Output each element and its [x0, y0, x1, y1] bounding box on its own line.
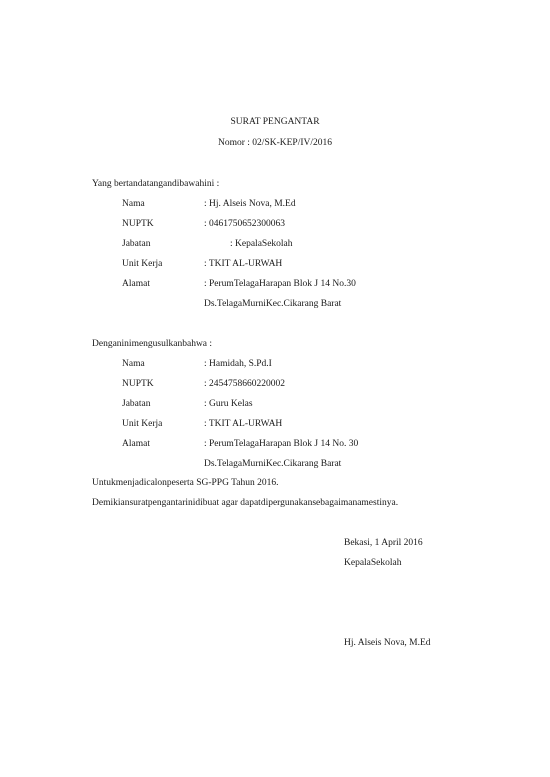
letter-number: Nomor : 02/SK-KEP/IV/2016 — [218, 138, 332, 148]
place-date: Bekasi, 1 April 2016 — [344, 538, 423, 548]
signer-name-label: Nama — [122, 199, 145, 209]
signer-nuptk-value: : 0461750652300063 — [204, 219, 286, 229]
letter-title: SURAT PENGANTAR — [230, 117, 320, 127]
candidate-position-value: : Guru Kelas — [204, 399, 253, 409]
signer-address-value: : PerumTelagaHarapan Blok J 14 No.30 — [204, 279, 356, 289]
signer-nuptk-label: NUPTK — [122, 219, 154, 229]
candidate-name-value: : Hamidah, S.Pd.I — [204, 359, 272, 369]
signer-address-label: Alamat — [122, 279, 150, 289]
candidate-address-label: Alamat — [122, 439, 150, 449]
closing-text: Demikiansuratpengantarinidibuat agar dapatdipergunakansebagaimanamestinya. — [92, 498, 399, 508]
signer-address-value-2: Ds.TelagaMurniKec.Cikarang Barat — [204, 299, 342, 309]
candidate-address-value-2: Ds.TelagaMurniKec.Cikarang Barat — [204, 459, 342, 469]
signer-position-value: : KepalaSekolah — [230, 239, 293, 249]
candidate-position-label: Jabatan — [122, 399, 151, 409]
signer-unit-label: Unit Kerja — [122, 259, 163, 269]
purpose-text: Untukmenjadicalonpeserta SG-PPG Tahun 2016. — [92, 478, 279, 488]
candidate-address-value: : PerumTelagaHarapan Blok J 14 No. 30 — [204, 439, 359, 449]
candidate-nuptk-value: : 2454758660220002 — [204, 379, 286, 389]
signer-position-label: Jabatan — [122, 239, 151, 249]
signer-title: KepalaSekolah — [344, 558, 402, 568]
signer-name-value: : Hj. Alseis Nova, M.Ed — [204, 199, 296, 209]
candidate-name-label: Nama — [122, 359, 145, 369]
candidate-unit-label: Unit Kerja — [122, 419, 163, 429]
signer-name: Hj. Alseis Nova, M.Ed — [344, 638, 431, 648]
candidate-nuptk-label: NUPTK — [122, 379, 154, 389]
signer-unit-value: : TKIT AL-URWAH — [204, 259, 283, 269]
intro-text: Yang bertandatangandibawahini : — [92, 179, 220, 189]
candidate-unit-value: : TKIT AL-URWAH — [204, 419, 283, 429]
proposal-intro-text: Denganinimengusulkanbahwa : — [92, 339, 213, 349]
